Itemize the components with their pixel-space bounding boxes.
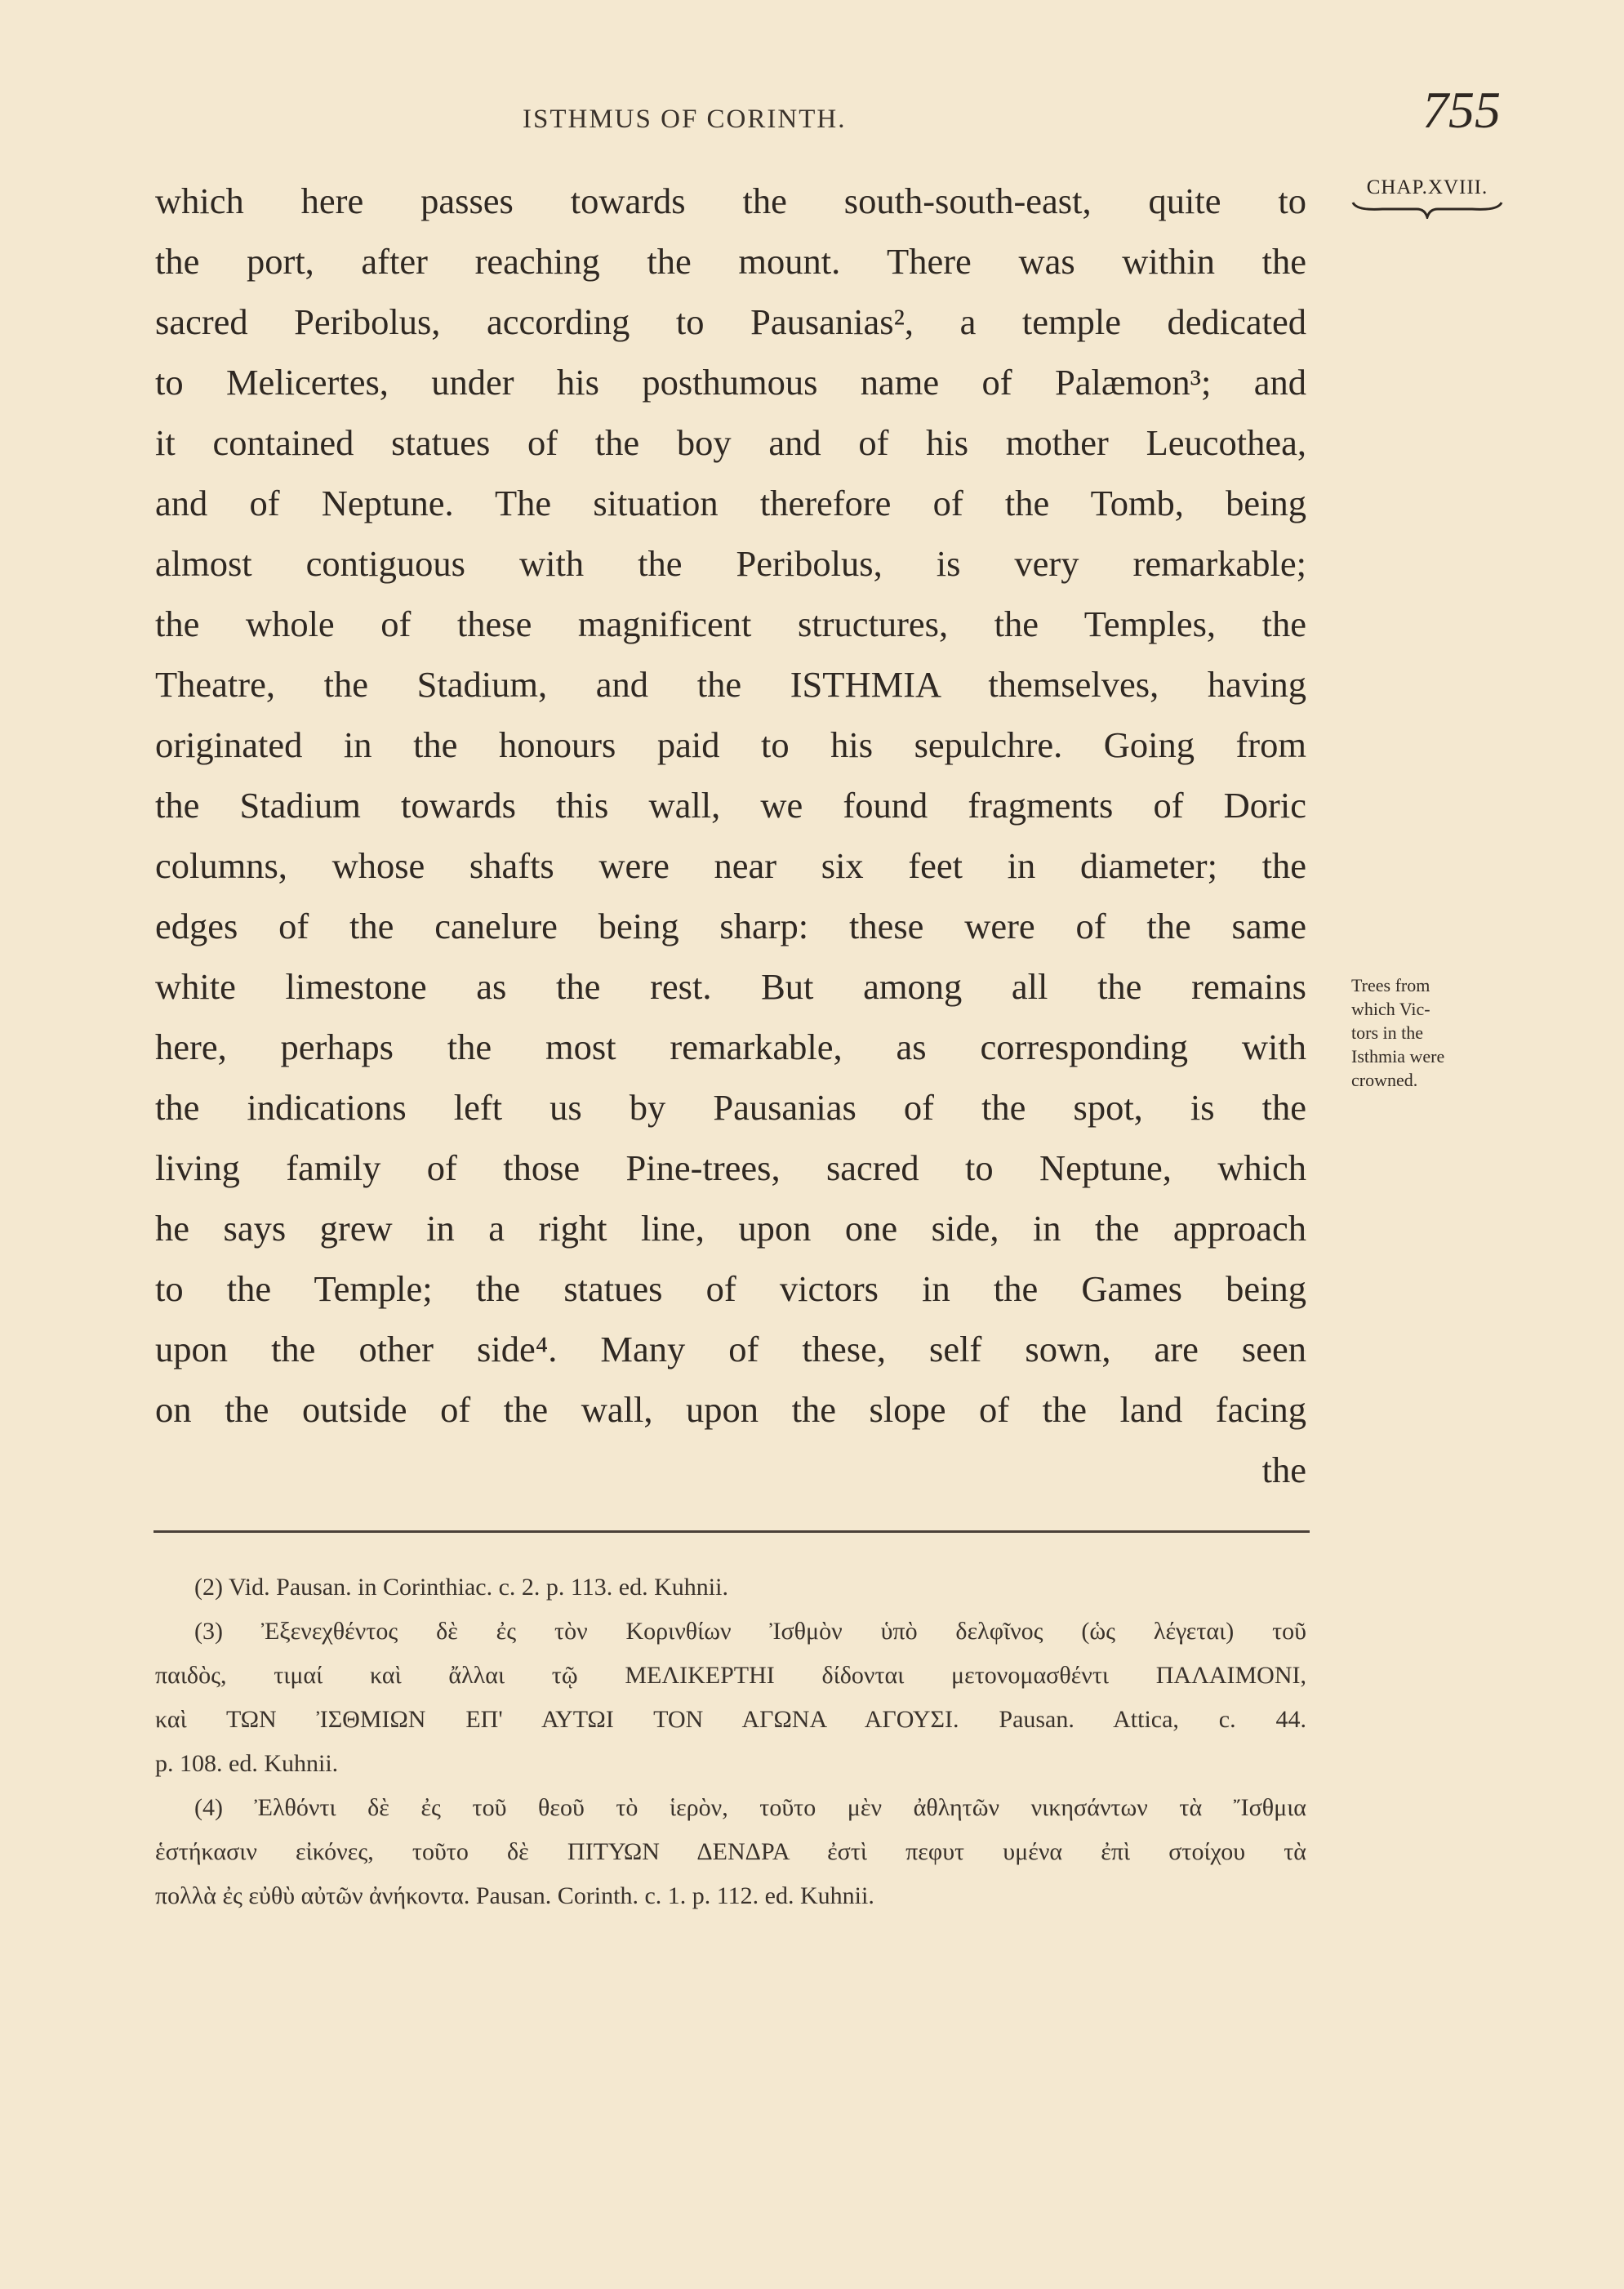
main-text — [155, 178, 1306, 1507]
footnote-line: καὶ ΤΩΝ ἸΣΘΜΙΩΝ ΕΠ' ΑΥΤΩΙ ΤΟΝ ΑΓΩΝΑ ΑΓΟΥΣΙ. Pausan. Attica, c. 44. — [155, 1706, 1306, 1733]
text-line: the indications left us by Pausanias of the spot, is the — [155, 1087, 1306, 1128]
text-line: it contained statues of the boy and of his mother Leucothea, — [155, 422, 1306, 463]
text-line: to the Temple; the statues of victors in the Games being — [155, 1268, 1306, 1309]
running-title: ISTHMUS OF CORINTH. — [523, 105, 847, 134]
text-line: the Stadium towards this wall, we found fragments of Doric — [155, 785, 1306, 826]
footnote-line: ἑστήκασιν εἰκόνες, τοῦτο δὲ ΠΙΤΥΩΝ ΔΕΝΔΡΑ ἐστὶ πεφυτ υμένα ἐπὶ στοίχου τὰ — [155, 1838, 1306, 1865]
footnote-line: παιδὸς, τιμαί καὶ ἄλλαι τῷ ΜΕΛΙΚΕΡΤΗΙ δίδονται μετονομασθέντι ΠΑΛΑΙΜΟΝΙ, — [155, 1662, 1306, 1689]
text-line: originated in the honours paid to his sepulchre. Going from — [155, 724, 1306, 765]
text-line: white limestone as the rest. But among all the remains — [155, 966, 1306, 1007]
footnote-line: (2) Vid. Pausan. in Corinthiac. c. 2. p. 113. ed. Kuhnii. — [194, 1574, 728, 1601]
marginal-note-line: which Vic- — [1351, 999, 1430, 1019]
brace-icon — [1350, 199, 1505, 219]
text-line: edges of the canelure being sharp: these were of the same — [155, 906, 1306, 946]
page-number: 755 — [1422, 81, 1501, 139]
marginal-note — [1351, 973, 1498, 1092]
catchword: the — [1261, 1450, 1306, 1490]
text-line: Theatre, the Stadium, and the ISTHMIA themselves, having — [155, 664, 1306, 705]
text-line: here, perhaps the most remarkable, as corresponding with — [155, 1026, 1306, 1067]
text-line: upon the other side⁴. Many of these, self sown, are seen — [155, 1329, 1306, 1369]
footnote-line: (4) Ἐλθόντι δὲ ἐς τοῦ θεοῦ τὸ ἱερὸν, τοῦτο μὲν ἀθλητῶν νικησάντων τὰ Ἴσθμια — [194, 1794, 1306, 1821]
text-line: the whole of these magnificent structures, the Temples, the — [155, 603, 1306, 644]
marginal-note-line: tors in the — [1351, 1022, 1423, 1043]
chapter-marker — [1346, 176, 1509, 219]
text-line: almost contiguous with the Peribolus, is very remarkable; — [155, 543, 1306, 584]
marginal-note-line: Isthmia were — [1351, 1046, 1445, 1067]
text-line: sacred Peribolus, according to Pausanias², a temple dedicated — [155, 301, 1306, 342]
footnote-line: πολλὰ ἐς εὐθὺ αὐτῶν ἀνήκοντα. Pausan. Corinth. c. 1. p. 112. ed. Kuhnii. — [155, 1882, 874, 1909]
text-line: on the outside of the wall, upon the slope of the land facing — [155, 1389, 1306, 1430]
footnote-divider — [154, 1530, 1310, 1533]
text-line: and of Neptune. The situation therefore of the Tomb, being — [155, 483, 1306, 523]
footnote-line: p. 108. ed. Kuhnii. — [155, 1750, 339, 1777]
chapter-label: CHAP.XVIII. — [1366, 176, 1488, 198]
text-line: he says grew in a right line, upon one side, in the approach — [155, 1208, 1306, 1249]
text-line: living family of those Pine-trees, sacred to Neptune, which — [155, 1147, 1306, 1188]
text-line: to Melicertes, under his posthumous name of Palæmon³; and — [155, 362, 1306, 403]
footnotes — [155, 1573, 1306, 1926]
marginal-note-line: crowned. — [1351, 1070, 1418, 1090]
marginal-note-line: Trees from — [1351, 975, 1430, 995]
text-line: columns, whose shafts were near six feet in diameter; the — [155, 845, 1306, 886]
text-line: which here passes towards the south-south-east, quite to — [155, 180, 1306, 221]
text-line: the port, after reaching the mount. There was within the — [155, 241, 1306, 282]
footnote-line: (3) Ἐξενεχθέντος δὲ ἐς τὸν Κορινθίων Ἰσθμὸν ὑπὸ δελφῖνος (ὡς λέγεται) τοῦ — [194, 1618, 1306, 1645]
